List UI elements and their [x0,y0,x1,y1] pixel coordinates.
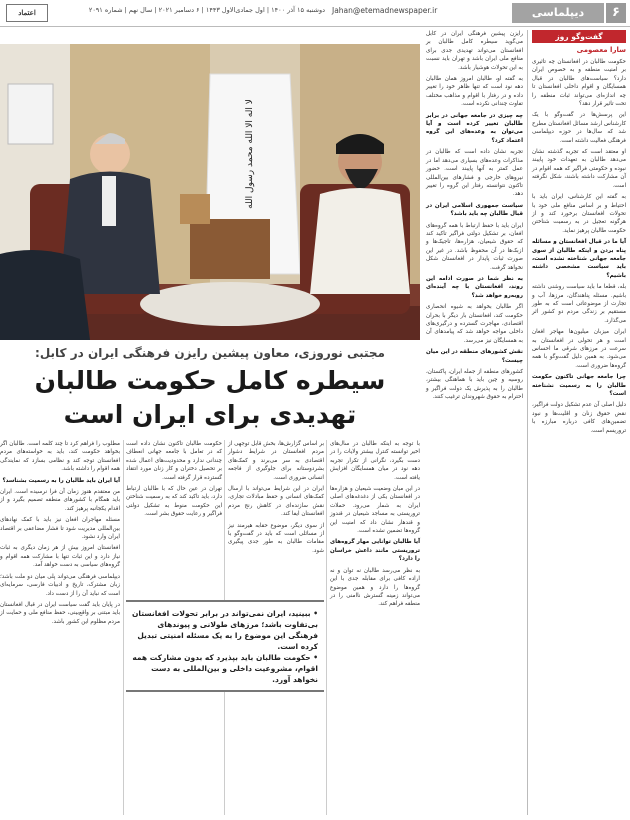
sidebar-author: سارا معصومی [576,46,626,54]
email-link[interactable]: Jahan@etemadnewspaper.ir [332,6,438,15]
paragraph: افغانستان امروز بیش از هر زمان دیگری به ثبات نیاز دارد و این ثبات تنها با مشارکت همه اقوام و گروه‌های سیاسی به دست خواهد آمد. [0,545,120,569]
article-column-4 [0,440,120,815]
question [426,348,523,365]
paragraph: دیپلماسی فرهنگی می‌تواند پلی میان دو ملت باشد؛ زبان مشترک، تاریخ و ادبیات فارسی، سرمایه‌ای است که نباید آن را از دست داد. [0,573,120,597]
paragraph: بر اساس گزارش‌ها، بخش قابل توجهی از مردم افغانستان در شرایط دشوار اقتصادی به سر می‌برند و کمک‌های بشردوستانه برای جلوگیری از فاجعه انسانی ضروری است. [228,441,324,481]
pull-quote-text: • ببینید، ایران نمی‌تواند در برابر تحولات افغانستان بی‌تفاوت باشد؛ مرزهای طولانی و پیوندهای فرهنگی این موضوع را به یک مسئله امنیتی تبدیل کرده است. [131,609,318,651]
paragraph: ایران در این شرایط می‌تواند با ارسال کمک‌های انسانی و حفظ مبادلات تجاری، نقش سازنده‌ای در کاهش رنج مردم افغانستان ایفا کند. [228,486,324,518]
page-number: ۶ [606,3,626,23]
paragraph: در پایان باید گفت سیاست ایران در قبال افغانستان باید مبتنی بر واقع‌بینی، حفظ منافع ملی و حمایت از مردم مظلوم این کشور باشد. [0,601,120,625]
paragraph: ایران میزبان میلیون‌ها مهاجر افغان است و هر تحولی در افغانستان به سرعت در مرزهای شرقی ما احساس می‌شود. به همین دلیل گفت‌وگو با همه گروه‌ها ضروری است. [532,329,626,369]
man-right-clothes [310,188,410,294]
issue-date: دوشنبه ۱۵ آذر ۱۴۰۰ | اول جمادی‌الاول ۱۴۴۳ | ۶ دسامبر ۲۰۲۱ | سال نهم | شماره ۲۰۹۱ [88,6,325,14]
newspaper-logo: اعتماد [6,4,48,22]
paragraph: این پرسش‌ها در گفت‌وگو با یک کارشناس ارشد مسائل افغانستان مطرح شد که سال‌ها در حوزه دیپلماسی فرهنگی فعالیت داشته است. [532,112,626,144]
lead-column [426,30,523,815]
paragraph: با توجه به اینکه طالبان در سال‌های اخیر توانسته کنترل بیشتر ولایات را در دست بگیرد، نگرانی از تکرار تجربه دهه نود در میان همسایگان افزایش یافته است. [330,441,420,481]
headline-line-2: تهدیدی برای ایران است [63,400,357,429]
paragraph: به گفته او، طالبان امروز همان طالبان دهه نود است که تنها ظاهر خود را تغییر داده و در رفتار با اقوام و مذاهب مختلف تفاوت چندانی نکرده است. [426,76,523,108]
column-divider [527,30,528,815]
foreground-person [0,250,90,340]
paragraph: تهران در عین حال که با طالبان ارتباط دارد، باید تاکید کند که به رسمیت شناختن این حکومت منوط به تشکیل دولتی فراگیر و رعایت حقوق بشر است. [126,486,222,518]
article-column-1 [330,440,420,815]
vase [180,194,210,224]
question [426,112,523,146]
pull-quote [126,600,324,692]
paragraph: مطلوب را فراهم کرد تا چند کلمه است. طالبان اگر بخواهد حکومت کند، باید به خواسته‌های مردم افغانستان توجه کند و نظامی بسازد که نمایندگی همه اقوام را داشته باشد. [0,441,120,473]
column-divider [123,440,124,815]
paragraph: اگر طالبان بخواهد به شیوه انحصاری حکومت کند، افغانستان بار دیگر با بحران اقتصادی، مهاجرت گسترده و درگیری‌های داخلی مواجه خواهد شد که پیامدهای آن به همسایگان نیز می‌رسد. [426,304,523,344]
headline-kicker: مجتبی نوروزی، معاون پیشین رایزن فرهنگی ایران در کابل: [35,346,385,360]
question-text: آیا ما در قبال افغانستان و مسائله پناه بردن و اینکه طالبان از سوی جامعه جهانی شناخته نشده است، باید سیاست مشخصی داشته باشیم؟ [532,239,626,279]
column-divider [326,440,327,815]
question-text: نقش کشورهای منطقه در این میان چیست؟ [426,349,523,364]
coffee-table [140,282,320,326]
paragraph: تجربه نشان داده است که طالبان در مذاکرات وعده‌های بسیاری می‌دهد اما در عمل کمتر به آنها پایبند است. حضور نیروهای خارجی و فشارهای بین‌المللی تاکنون نتوانسته رفتار این گروه را تغییر دهد. [426,149,523,198]
question-text: چرا جامعه جهانی تاکنون حکومت طالبان را به رسمیت نشناخته است؟ [532,374,626,398]
paragraph: در این میان وضعیت شیعیان و هزاره‌ها در افغانستان یکی از دغدغه‌های اصلی ایران به شمار می‌رود. حملات تروریستی به مساجد شیعیان در قندوز و قندهار نشان داد که امنیت این گروه‌ها تضمین نشده است. [330,486,420,535]
question [532,373,626,398]
headline-line-1: سیطره کامل حکومت طالبان [34,366,386,395]
paragraph: من معتقدم هنوز زمان آن فرا نرسیده است. ایران باید همگام با کشورهای منطقه تصمیم بگیرد و از اقدام یکجانبه پرهیز کند. [0,489,120,512]
question-text: چه چیزی در جامعه جهانی در برابر طالبان تغییر کرده است و آیا می‌توان به وعده‌های این گروه اعتماد کرد؟ [426,112,523,144]
paragraph: حکومت طالبان تاکنون نشان داده است که در تعامل با جامعه جهانی انعطاف چندانی ندارد و محدودیت‌های اعمال شده بر تحصیل دختران و کار زنان مورد انتقاد گسترده قرار گرفته است. [126,441,222,481]
meeting-photo [0,44,420,340]
side-table [190,219,270,279]
question-text: آیا طالبان توانایی مهار گروه‌های تروریستی مانند داعش خراسان را دارد؟ [330,539,420,563]
page-header [0,0,630,27]
flag-calligraphy: لا اله الا الله محمد رسول الله [245,99,255,209]
paragraph: کشورهای منطقه از جمله ایران، پاکستان، روسیه و چین باید با هماهنگی بیشتر، طالبان را به پذیرش یک دولت فراگیر و احترام به حقوق شهروندان ترغیب کنند. [426,369,523,401]
question-text: آیا ایران باید طالبان را به رسمیت بشناسد؟ [2,477,120,484]
paragraph: مسئله مهاجران افغان نیز باید با کمک نهادهای بین‌المللی مدیریت شود تا فشار مضاعفی بر اقتصاد ایران وارد نشود. [0,517,120,541]
air-conditioner [8,84,53,144]
paragraph: ایران باید با حفظ ارتباط با همه گروه‌های افغان، بر تشکیل دولتی فراگیر تاکید کند که حقوق شیعیان، هزاره‌ها، تاجیک‌ها و ازبک‌ها در آن محفوظ باشد. در غیر این صورت ثبات پایدار در افغانستان شکل نخواهد گرفت. [426,222,523,271]
paragraph: حکومت طالبان در افغانستان چه تاثیری بر امنیت منطقه و به خصوص ایران دارد؟ سیاست‌های طالبان در قبال همسایگان و اقوام داخلی افغانستان تا چه اندازه‌ای می‌تواند ثبات منطقه را تحت تاثیر قرار دهد؟ [532,59,626,108]
question-text: سیاست جمهوری اسلامی ایران در قبال طالبان چه باید باشد؟ [426,202,523,218]
paragraph: به گفته این کارشناس، ایران باید با احتیاط و بر اساس منافع ملی خود با تحولات افغانستان برخورد کند و از هرگونه تعجیل در به رسمیت شناختن حکومت طالبان پرهیز نماید. [532,194,626,234]
question [330,538,420,563]
question [426,275,523,300]
photo-illustration [0,44,420,340]
question [426,202,523,219]
man-left-shirt [102,176,116,226]
sidebar-tag: گفت‌وگو روز [532,30,626,43]
paragraph: دلیل اصلی آن عدم تشکیل دولت فراگیر، نقض حقوق زنان و اقلیت‌ها و نبود تضمین‌های کافی درباره مبارزه با تروریسم است. [532,402,626,434]
question-text: به نظر شما در صورت ادامه این روند، افغانستان با چه آینده‌ای روبه‌رو خواهد شد؟ [426,275,523,299]
paragraph: از سوی دیگر، موضوع حقابه هیرمند نیز از مسائلی است که باید در گفت‌وگو با مقامات طالبان به طور جدی پیگیری شود. [228,522,324,554]
paragraph: به نظر می‌رسد طالبان نه توان و نه اراده کافی برای مقابله جدی با این گروه‌ها را دارد و همین موضوع می‌تواند زمینه گسترش ناامنی را در منطقه فراهم کند. [330,567,420,608]
section-label: دیپلماسی [512,3,604,23]
paragraph: بله، قطعا ما باید سیاست روشنی داشته باشیم. مسئله پناهندگان، مرزها، آب و تجارت از موضوعاتی است که به طور مستقیم بر زندگی مردم دو کشور اثر می‌گذارد. [532,284,626,324]
paragraph: او معتقد است که تجربه گذشته نشان می‌دهد طالبان به تعهدات خود پایبند نبوده و حکومتی فراگیر که همه اقوام در آن مشارکت داشته باشند، شکل نگرفته است. [532,149,626,189]
sidebar-body [532,58,626,813]
question [0,477,120,485]
paragraph: رایزن پیشین فرهنگی ایران در کابل می‌گوید سیطره کامل طالبان بر افغانستان می‌تواند تهدیدی جدی برای منافع ملی ایران باشد و تهران باید نسبت به این تحولات هوشیار باشد. [426,31,523,71]
question [532,238,626,280]
headline-title [0,364,420,432]
pull-quote-text: • حکومت طالبان باید بپذیرد که بدون مشارکت همه اقوام، مشروعیت داخلی و بین‌المللی به دست نخواهد آورد. [132,653,318,684]
